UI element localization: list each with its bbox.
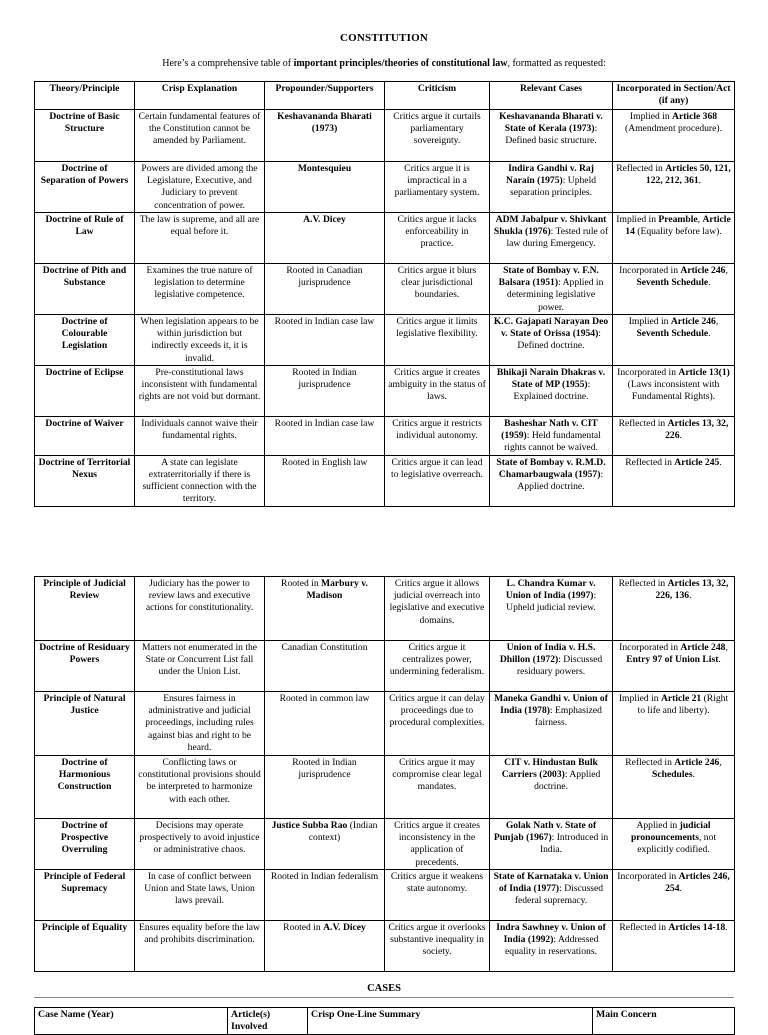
cell-theory: Doctrine of Basic Structure	[35, 110, 135, 162]
cell-explanation: Powers are divided among the Legislature, Executive, and Judiciary to prevent concentration of power.	[135, 162, 265, 213]
cell-criticism: Critics argue it centralizes power, undermining federalism.	[385, 641, 490, 692]
cell-incorporated: Reflected in Articles 13, 32, 226, 136.	[613, 577, 735, 641]
header-incorporated: Incorporated in Section/Act (if any)	[613, 82, 735, 110]
cases-divider	[34, 997, 734, 998]
cell-theory: Doctrine of Territorial Nexus	[35, 455, 135, 506]
cell-criticism: Critics argue it is impractical in a parliamentary system.	[385, 162, 490, 213]
cell-incorporated: Implied in Preamble, Article 14 (Equality before law).	[613, 213, 735, 264]
cell-incorporated: Reflected in Article 246, Schedules.	[613, 756, 735, 819]
cell-incorporated: Incorporated in Articles 246, 254.	[613, 870, 735, 921]
table-row	[35, 264, 735, 315]
cell-explanation: Conflicting laws or constitutional provisions should be interpreted to harmonize with each other.	[135, 756, 265, 819]
cell-cases: State of Karnataka v. Union of India (1977): Discussed federal supremacy.	[490, 870, 613, 921]
cell-propounder: Rooted in Indian jurisprudence	[265, 756, 385, 819]
cell-criticism: Critics argue it overlooks substantive inequality in society.	[385, 921, 490, 972]
table-row	[35, 870, 735, 921]
cell-explanation: When legislation appears to be within jurisdiction but indirectly exceeds it, it is invalid.	[135, 315, 265, 366]
cell-explanation: The law is supreme, and all are equal before it.	[135, 213, 265, 264]
cell-propounder: Rooted in Indian federalism	[265, 870, 385, 921]
cell-incorporated: Incorporated in Article 13(1) (Laws inconsistent with Fundamental Rights).	[613, 366, 735, 417]
cell-propounder: Canadian Constitution	[265, 641, 385, 692]
cell-explanation: Judiciary has the power to review laws and executive actions for constitutionality.	[135, 577, 265, 641]
cell-theory: Doctrine of Pith and Substance	[35, 264, 135, 315]
cell-incorporated: Reflected in Articles 50, 121, 122, 212, 361.	[613, 162, 735, 213]
table-row	[35, 162, 735, 213]
cell-cases: Basheshar Nath v. CIT (1959): Held fundamental rights cannot be waived.	[490, 417, 613, 456]
cell-explanation: Decisions may operate prospectively to avoid injustice or administrative chaos.	[135, 819, 265, 870]
cell-incorporated: Reflected in Article 245.	[613, 455, 735, 506]
table-row	[35, 417, 735, 456]
cell-cases: Keshavananda Bharati v. State of Kerala (1973): Defined basic structure.	[490, 110, 613, 162]
cell-explanation: Examines the true nature of legislation to determine legislative competence.	[135, 264, 265, 315]
cell-incorporated: Implied in Article 21 (Right to life and liberty).	[613, 692, 735, 756]
cell-theory: Principle of Equality	[35, 921, 135, 972]
cell-incorporated: Applied in judicial pronouncements, not explicitly codified.	[613, 819, 735, 870]
cell-cases: Indra Sawhney v. Union of India (1992): Addressed equality in reservations.	[490, 921, 613, 972]
intro-pre: Here’s a comprehensive table of	[162, 58, 294, 69]
cell-theory: Doctrine of Eclipse	[35, 366, 135, 417]
cell-cases: Union of India v. H.S. Dhillon (1972): Discussed residuary powers.	[490, 641, 613, 692]
cell-incorporated: Incorporated in Article 248, Entry 97 of Union List.	[613, 641, 735, 692]
table-row	[35, 577, 735, 641]
cell-cases: Maneka Gandhi v. Union of India (1978): Emphasized fairness.	[490, 692, 613, 756]
cell-criticism: Critics argue it allows judicial overreach into legislative and executive domains.	[385, 577, 490, 641]
cell-criticism: Critics argue it creates inconsistency in the application of precedents.	[385, 819, 490, 870]
header-criticism: Criticism	[385, 82, 490, 110]
cell-propounder: Montesquieu	[265, 162, 385, 213]
cases-section-title: CASES	[367, 983, 401, 994]
cell-theory: Principle of Judicial Review	[35, 577, 135, 641]
cell-criticism: Critics argue it lacks enforceability in practice.	[385, 213, 490, 264]
cell-cases: L. Chandra Kumar v. Union of India (1997): Upheld judicial review.	[490, 577, 613, 641]
table-row	[35, 110, 735, 162]
cell-propounder: Rooted in common law	[265, 692, 385, 756]
principles-table-1	[34, 81, 735, 507]
header-propounder: Propounder/Supporters	[265, 82, 385, 110]
cell-criticism: Critics argue it blurs clear jurisdictional boundaries.	[385, 264, 490, 315]
intro-post: , formatted as requested:	[507, 58, 606, 69]
cell-incorporated: Incorporated in Article 246, Seventh Schedule.	[613, 264, 735, 315]
cell-explanation: Pre-constitutional laws inconsistent with fundamental rights are not void but dormant.	[135, 366, 265, 417]
cell-criticism: Critics argue it limits legislative flexibility.	[385, 315, 490, 366]
cell-propounder: Rooted in Indian case law	[265, 315, 385, 366]
cell-cases: State of Bombay v. F.N. Balsara (1951): Applied in determining legislative power.	[490, 264, 613, 315]
table-row	[35, 692, 735, 756]
cell-theory: Principle of Federal Supremacy	[35, 870, 135, 921]
cell-theory: Doctrine of Waiver	[35, 417, 135, 456]
cases-header-row	[35, 1008, 735, 1035]
table-row	[35, 819, 735, 870]
cell-incorporated: Reflected in Articles 13, 32, 226.	[613, 417, 735, 456]
cell-propounder: Rooted in A.V. Dicey	[265, 921, 385, 972]
cell-cases: ADM Jabalpur v. Shivkant Shukla (1976): Tested rule of law during Emergency.	[490, 213, 613, 264]
intro-text	[0, 58, 768, 69]
header-cases: Relevant Cases	[490, 82, 613, 110]
cell-propounder: Rooted in Canadian jurisprudence	[265, 264, 385, 315]
cell-explanation: Matters not enumerated in the State or Concurrent List fall under the Union List.	[135, 641, 265, 692]
cell-criticism: Critics argue it creates ambiguity in the status of laws.	[385, 366, 490, 417]
cell-theory: Principle of Natural Justice	[35, 692, 135, 756]
cell-criticism: Critics argue it can lead to legislative overreach.	[385, 455, 490, 506]
cell-propounder: Justice Subba Rao (Indian context)	[265, 819, 385, 870]
cell-explanation: Certain fundamental features of the Constitution cannot be amended by Parliament.	[135, 110, 265, 162]
cases-table	[34, 1007, 735, 1035]
cell-criticism: Critics argue it weakens state autonomy.	[385, 870, 490, 921]
cell-criticism: Critics argue it may compromise clear legal mandates.	[385, 756, 490, 819]
cell-explanation: Individuals cannot waive their fundamental rights.	[135, 417, 265, 456]
cases-header-articles: Article(s) Involved	[228, 1008, 308, 1035]
table-row	[35, 756, 735, 819]
principles-table-2	[34, 576, 735, 972]
table-row	[35, 641, 735, 692]
cases-header-concern: Main Concern	[593, 1008, 735, 1035]
cell-propounder: Rooted in English law	[265, 455, 385, 506]
cell-theory: Doctrine of Separation of Powers	[35, 162, 135, 213]
cell-cases: Indira Gandhi v. Raj Narain (1975): Upheld separation principles.	[490, 162, 613, 213]
intro-bold: important principles/theories of constitutional law	[293, 58, 508, 69]
cell-propounder: Rooted in Indian jurisprudence	[265, 366, 385, 417]
cell-propounder: Keshavananda Bharati (1973)	[265, 110, 385, 162]
table-row	[35, 213, 735, 264]
cell-cases: Golak Nath v. State of Punjab (1967): Introduced in India.	[490, 819, 613, 870]
table-header-row	[35, 82, 735, 110]
cell-propounder: Rooted in Indian case law	[265, 417, 385, 456]
cases-header-name: Case Name (Year)	[35, 1008, 228, 1035]
cell-theory: Doctrine of Rule of Law	[35, 213, 135, 264]
cell-theory: Doctrine of Colourable Legislation	[35, 315, 135, 366]
cell-theory: Doctrine of Residuary Powers	[35, 641, 135, 692]
cell-explanation: Ensures fairness in administrative and judicial proceedings, including rules against bias and right to be heard.	[135, 692, 265, 756]
cell-theory: Doctrine of Prospective Overruling	[35, 819, 135, 870]
cases-header-summary: Crisp One-Line Summary	[308, 1008, 593, 1035]
cell-criticism: Critics argue it restricts individual autonomy.	[385, 417, 490, 456]
table-row	[35, 366, 735, 417]
cell-propounder: A.V. Dicey	[265, 213, 385, 264]
cell-criticism: Critics argue it can delay proceedings due to procedural complexities.	[385, 692, 490, 756]
cell-cases: State of Bombay v. R.M.D. Chamarbaugwala (1957): Applied doctrine.	[490, 455, 613, 506]
cell-cases: CIT v. Hindustan Bulk Carriers (2003): Applied doctrine.	[490, 756, 613, 819]
cell-criticism: Critics argue it curtails parliamentary sovereignty.	[385, 110, 490, 162]
table-row	[35, 315, 735, 366]
cell-explanation: A state can legislate extraterritorially if there is sufficient connection with the territory.	[135, 455, 265, 506]
cell-incorporated: Implied in Article 246, Seventh Schedule.	[613, 315, 735, 366]
cell-propounder: Rooted in Marbury v. Madison	[265, 577, 385, 641]
header-theory: Theory/Principle	[35, 82, 135, 110]
cell-incorporated: Reflected in Articles 14-18.	[613, 921, 735, 972]
cell-cases: Bhikaji Narain Dhakras v. State of MP (1955): Explained doctrine.	[490, 366, 613, 417]
cell-cases: K.C. Gajapati Narayan Deo v. State of Orissa (1954): Defined doctrine.	[490, 315, 613, 366]
header-explanation: Crisp Explanation	[135, 82, 265, 110]
cell-theory: Doctrine of Harmonious Construction	[35, 756, 135, 819]
cell-explanation: Ensures equality before the law and prohibits discrimination.	[135, 921, 265, 972]
table-row	[35, 455, 735, 506]
cell-explanation: In case of conflict between Union and State laws, Union laws prevail.	[135, 870, 265, 921]
document-title: CONSTITUTION	[340, 32, 428, 44]
cell-incorporated: Implied in Article 368 (Amendment procedure).	[613, 110, 735, 162]
table-row	[35, 921, 735, 972]
